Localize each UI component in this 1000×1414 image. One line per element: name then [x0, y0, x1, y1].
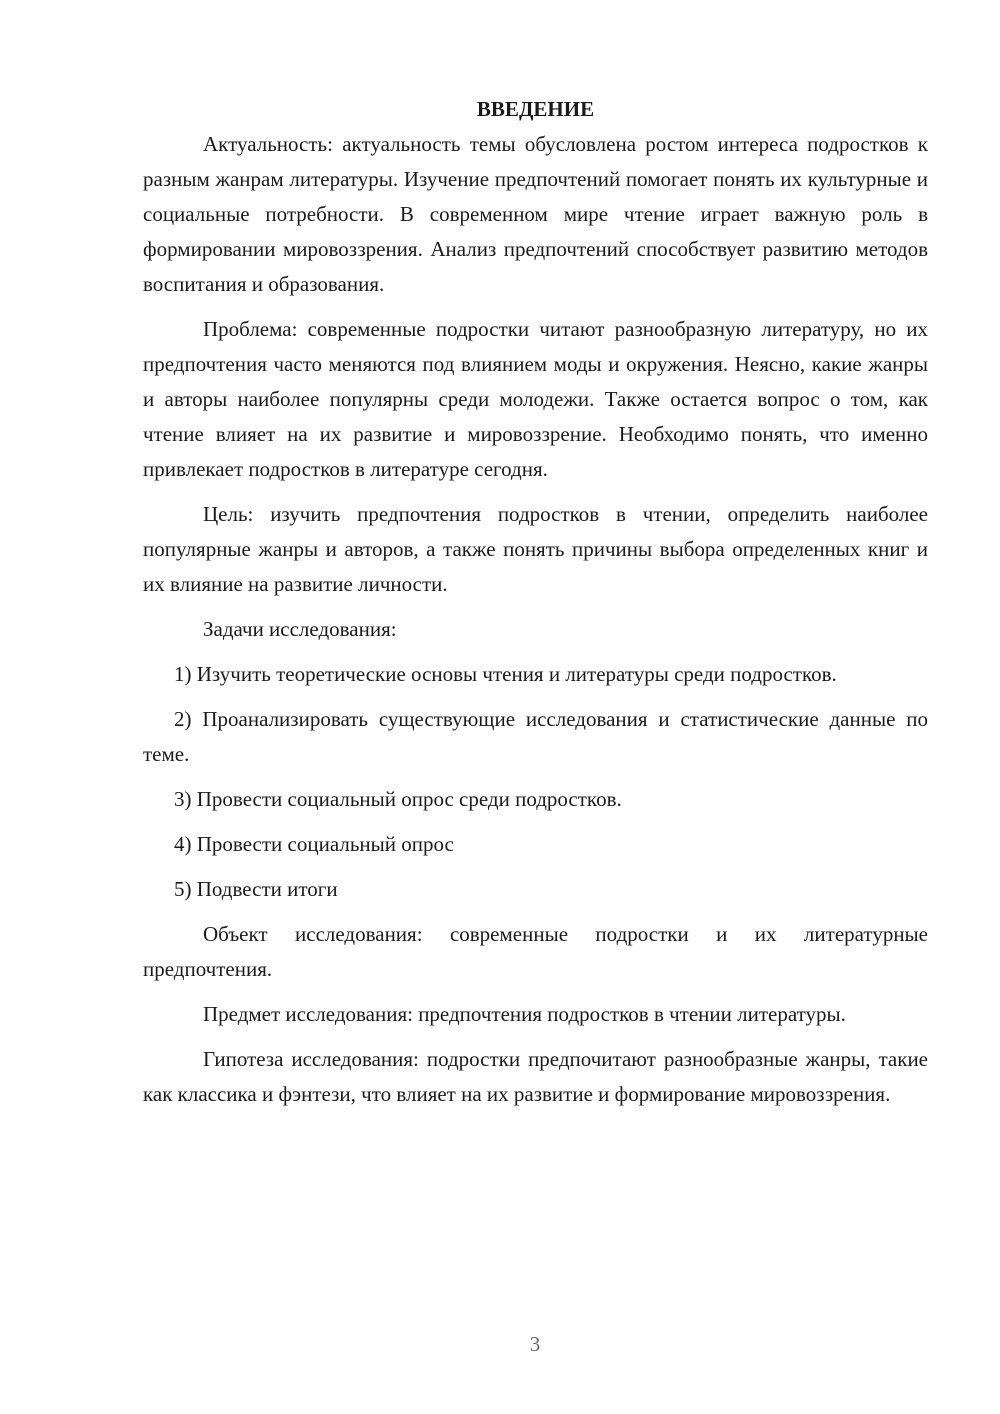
- page-title: ВВЕДЕНИЕ: [476, 97, 595, 121]
- tasks-list: [143, 657, 928, 907]
- list-item: 2) Проанализировать существующие исследования и статистические данные по теме.: [143, 707, 928, 766]
- list-item: 3) Провести социальный опрос среди подростков.: [174, 787, 622, 811]
- list-item: 4) Провести социальный опрос: [174, 832, 454, 856]
- tasks-heading: Задачи исследования:: [203, 617, 397, 641]
- paragraph-hypothesis: Гипотеза исследования: подростки предпочитают разнообразные жанры, такие как классика и фэнтези, что влияет на их развитие и формирование мировоззрения.: [143, 1047, 928, 1106]
- paragraph-problem: Проблема: современные подростки читают разнообразную литературу, но их предпочтения часто меняются под влиянием моды и окружения. Неясно, какие жанры и авторы наиболее популярны среди молодежи. Также остается вопрос о том, как чтение влияет на их развитие и мировоззрение. Необходимо понять, что именно привлекает подростков в литературе сегодня.: [143, 317, 928, 481]
- list-item: 5) Подвести итоги: [174, 877, 338, 901]
- document-body: [143, 92, 928, 1112]
- paragraph-goal: Цель: изучить предпочтения подростков в чтении, определить наиболее популярные жанры и авторов, а также понять причины выбора определенных книг и их влияние на развитие личности.: [143, 502, 928, 596]
- page-number: 3: [529, 1332, 541, 1356]
- list-item: 1) Изучить теоретические основы чтения и литературы среди подростков.: [174, 662, 837, 686]
- paragraph-object: Объект исследования: современные подростки и их литературные предпочтения.: [143, 922, 928, 981]
- paragraph-relevance: Актуальность: актуальность темы обусловлена ростом интереса подростков к разным жанрам литературы. Изучение предпочтений помогает понять их культурные и социальные потребности. В современном мире чтение играет важную роль в формировании мировоззрения. Анализ предпочтений способствует развитию методов воспитания и образования.: [143, 132, 928, 296]
- paragraph-subject: Предмет исследования: предпочтения подростков в чтении литературы.: [203, 1002, 846, 1026]
